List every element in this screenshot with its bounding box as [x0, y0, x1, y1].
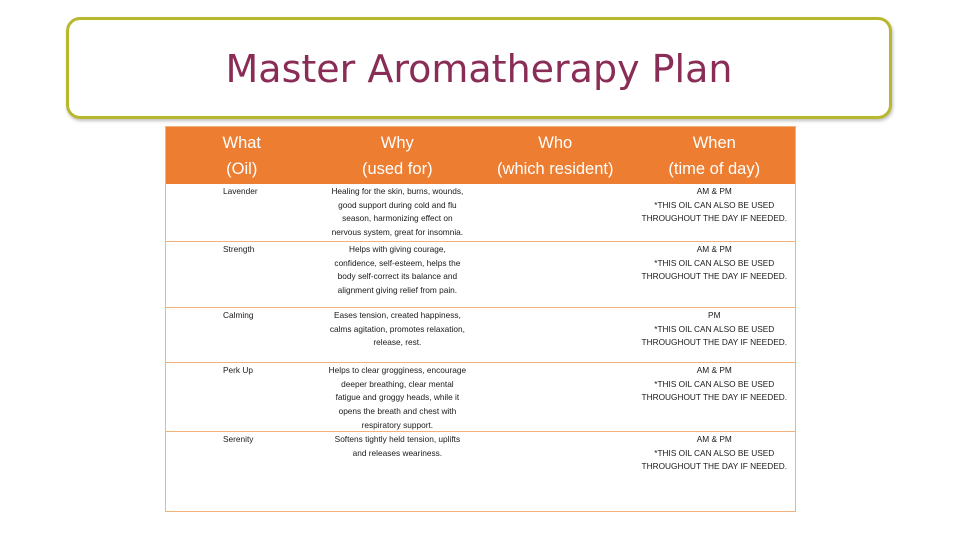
- why-line: release, rest.: [373, 337, 422, 348]
- who-cell: [477, 432, 633, 511]
- oil-cell: Strength: [223, 244, 255, 254]
- oil-cell: Calming: [223, 310, 254, 320]
- page-title: Master Aromatherapy Plan: [225, 47, 733, 91]
- when-line: THROUGHOUT THE DAY IF NEEDED.: [641, 461, 788, 472]
- why-line: fatigue and groggy heads, while it: [335, 392, 460, 403]
- oil-cell: Lavender: [223, 186, 258, 196]
- when-line: *THIS OIL CAN ALSO BE USED: [654, 378, 775, 389]
- why-cell: [318, 308, 477, 362]
- why-line: confidence, self-esteem, helps the: [334, 257, 461, 268]
- table-row: [166, 184, 795, 242]
- header-why-line1: Why: [380, 133, 414, 152]
- why-line: Softens tightly held tension, uplifts: [334, 434, 461, 444]
- why-line: Helps to clear grogginess, encourage: [328, 365, 467, 375]
- when-cell: [634, 242, 795, 307]
- title-box: [66, 17, 892, 119]
- when-cell: [634, 184, 795, 241]
- when-line: *THIS OIL CAN ALSO BE USED: [654, 199, 775, 210]
- when-line: PM: [708, 310, 721, 320]
- why-line: Helps with giving courage,: [348, 244, 446, 254]
- why-line: deeper breathing, clear mental: [341, 378, 454, 389]
- who-cell: [477, 242, 633, 307]
- header-why-line2: (used for): [361, 159, 433, 178]
- when-line: AM & PM: [696, 186, 732, 196]
- table-row: [166, 432, 795, 511]
- aromatherapy-plan-table: [165, 126, 796, 512]
- why-line: body self-correct its balance and: [337, 271, 458, 282]
- why-line: Eases tension, created happiness,: [333, 310, 461, 320]
- header-who-line2: (which resident): [497, 159, 614, 178]
- when-cell: [634, 432, 795, 511]
- when-line: AM & PM: [696, 365, 732, 375]
- header-who-line1: Who: [538, 133, 573, 152]
- when-cell: [634, 363, 795, 431]
- why-line: calms agitation, promotes relaxation,: [329, 323, 465, 334]
- header-when-line1: When: [692, 133, 736, 152]
- when-line: AM & PM: [696, 244, 732, 254]
- table-header-row: [166, 127, 795, 184]
- header-why: [318, 127, 478, 184]
- why-line: opens the breath and chest with: [338, 406, 457, 417]
- why-line: good support during cold and flu: [338, 199, 457, 210]
- why-cell: [318, 242, 477, 307]
- header-when: [634, 127, 795, 184]
- why-cell: [318, 363, 477, 431]
- when-line: THROUGHOUT THE DAY IF NEEDED.: [641, 337, 788, 348]
- when-line: AM & PM: [696, 434, 732, 444]
- why-line: and releases weariness.: [352, 447, 443, 458]
- why-line: Healing for the skin, burns, wounds,: [331, 186, 464, 196]
- when-line: THROUGHOUT THE DAY IF NEEDED.: [641, 271, 788, 282]
- oil-cell: Perk Up: [223, 365, 253, 375]
- when-line: THROUGHOUT THE DAY IF NEEDED.: [641, 213, 788, 224]
- why-line: alignment giving relief from pain.: [337, 285, 458, 296]
- why-cell: [318, 432, 477, 511]
- why-cell: [318, 184, 477, 241]
- when-line: *THIS OIL CAN ALSO BE USED: [654, 447, 775, 458]
- table-row: [166, 242, 795, 308]
- who-cell: [477, 308, 633, 362]
- when-line: *THIS OIL CAN ALSO BE USED: [654, 257, 775, 268]
- table-row: [166, 308, 795, 363]
- when-cell: [634, 308, 795, 362]
- when-line: THROUGHOUT THE DAY IF NEEDED.: [641, 392, 788, 403]
- why-line: season, harmonizing effect on: [342, 213, 453, 224]
- who-cell: [477, 184, 633, 241]
- why-line: respiratory support.: [361, 419, 434, 430]
- why-line: nervous system, great for insomnia.: [331, 227, 464, 238]
- table-row: [166, 363, 795, 432]
- header-what: [166, 127, 318, 184]
- who-cell: [477, 363, 633, 431]
- header-when-line2: (time of day): [668, 159, 761, 178]
- header-what-line1: What: [222, 133, 262, 152]
- oil-cell: Serenity: [223, 434, 254, 444]
- when-line: *THIS OIL CAN ALSO BE USED: [654, 323, 775, 334]
- header-who: [477, 127, 634, 184]
- header-what-line2: (Oil): [226, 159, 258, 178]
